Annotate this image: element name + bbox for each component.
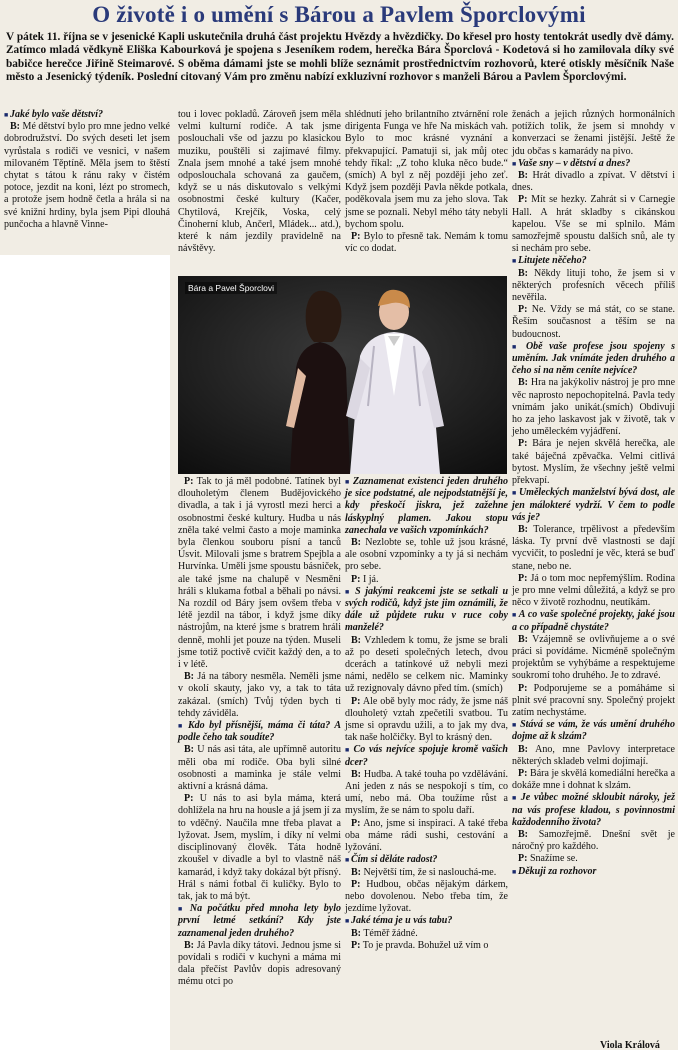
answer: P: Snažíme se. <box>518 853 578 865</box>
column-3 <box>345 109 508 255</box>
question: ■ Vaše sny – v dětství a dnes? <box>512 158 675 170</box>
question: ■ A co vaše společné projekty, jaké jsou a co případně chystáte? <box>512 609 675 633</box>
question: ■ Kdo byl přísnější, máma či táta? A podle čeho tak soudíte? <box>178 720 341 744</box>
answer: P: I já. <box>351 573 379 585</box>
answer: P: Hudbou, občas nějakým dárkem, nebo dovolenou. Nebo třeba tím, že jezdíme lyžovat. <box>345 878 508 915</box>
answer: P: Ne. Vždy se má stát, co se stane. Řeším současnost a těším se na budoucnost. <box>512 304 676 340</box>
question: ■ Jaké bylo vaše dětství? <box>4 109 170 121</box>
question: ■ Jaké téma je u vás tabu? <box>345 915 508 927</box>
column-3-lower <box>345 476 508 952</box>
article-lead: V pátek 11. října se v jesenické Kapli uskutečnila druhá část projektu Hvězdy a hvězdičky. Do křesel pro hosty tentokrát usedly dvě dámy. Zatímco mladá vědkyně Eliška Kabourková je spojena s Jeseníkem rodem, herečka Bára Šporclová - Kodetová si ho zamilovala díky své babičce herečce Jiřině Steimarové. S oběma dámami jste se mohli blíže seznámit prostřednictvím rozhovorů, které otiskly měsíčník Naše město a Jesenický týdeník. Poslední citovaný Vám pro změnu nabízí exkluzivní rozhovor s manželi Bárou a Pavlem Šporclovými. <box>6 31 674 84</box>
column-2 <box>178 109 341 255</box>
answer: B: Samozřejmě. Dnešní svět je náročný pro každého. <box>512 828 675 853</box>
answer: P: Podporujeme se a pomáháme si plnit své pracovní sny. Společný projekt zatím nechystáme. <box>512 682 676 718</box>
question: ■ Zaznamenat existenci jeden druhého je sice podstatné, ale nejpodstatnější je, kdy přeskočí jiskra, jež zažehne láskyplný plamen. Jakou stopu zanechala ve vašich vzpomínkách? <box>345 476 508 537</box>
answer: B: Já na tábory nesměla. Neměli jsme v okolí skauty, jako vy, a tak to táta zakázal. (smích) Tvůj týden bych ti tehdy záviděla. <box>178 671 342 719</box>
column-1 <box>4 109 170 231</box>
answer: B: Mé dětství bylo pro mne jedno velké dobrodružství. Do svých deseti let jsem vyrůstala s rodiči ve vesnici, v našem milovaném Těptíně. Měla jsem to štěstí chytat s tátou k ránu raky v čistém potoce, jezdit na koni, lézt po stromech, a protože jsem hodně četla a hrála si na své knižní hrdiny, byla jsem Pipi dlouhá punčocha a hlavně Vinne- <box>4 121 170 230</box>
answer: P: To je pravda. Bohužel už vím o <box>351 939 489 951</box>
answer: P: U nás to asi byla máma, která dohlížela na hru na housle a já jsem jí za to vděčný. Naučila mne třeba plavat a lyžovat. Jsem, myslím, i díky ní velmi disciplinovaný člověk. Táta hodně zkoušel v divadle a byl to vlastně náš kamarád, i když taky dokázal být přísný. Hrál s námi fotbal či kuličky. Bylo to tak, jak to má být. <box>178 793 341 902</box>
answer: P: Ale obě byly moc rády, že jsme náš dlouholetý vztah zpečetili svatbou. Tu jsme si opravdu užili, a to jak my dva, tak naše holčičky. Byl to krásný den. <box>345 695 508 744</box>
answer: P: Ano, jsme si inspirací. A také třeba oba máme rádi sushi, cestování a lyžování. <box>345 817 508 854</box>
column-4 <box>512 109 675 878</box>
answer: B: Hudba. A také touha po vzdělávání. Ani jeden z nás se nespokojí s tím, co umí, nebo má. Oba toužíme růst a myslím, že se nám to spolu daří. <box>345 768 508 817</box>
answer-continued: ženách a jejich různých hormonálních potížích tolik, že jsem si mnohdy v konverzaci se ženami jistější. Ještě že jdu občas s kamarády na pivo. <box>512 109 675 157</box>
question: ■ Je vůbec možné skloubit nároky, jež na vás profese kladou, s povinnostmi každodenního života? <box>512 792 675 829</box>
couple-illustration <box>178 276 507 474</box>
answer: B: Tolerance, trpělivost a především láska. Ty první dvě vlastnosti se dají vycvičit, to poslední je věc, která se buď stane, nebo ne. <box>512 523 675 572</box>
answer: B: Vzhledem k tomu, že jsme se brali až po deseti společných letech, dvou dcerách a tatínkové už nebyli mezi námi, nedělo se celkem nic. Maminky už rezignovaly dávno před tím. (smích) <box>345 634 508 695</box>
answer: B: Já Pavla díky tátovi. Jednou jsme si povídali s rodiči v kuchyni a máma mi dala přečíst Pavlův dopis adresovaný mému otci po <box>178 939 341 988</box>
question: ■ Stává se vám, že vás umění druhého dojme až k slzám? <box>512 719 675 743</box>
question: ■ Obě vaše profese jsou spojeny s uměním. Jak vnímáte jeden druhého a čeho si na něm ceníte nejvíce? <box>512 341 675 378</box>
answer: B: Největší tím, že si naslouchá-me. <box>351 866 497 878</box>
answer: P: Já o tom moc nepřemýšlím. Rodina je pro mne velmi důležitá, a když se pro něco v životě rozhodnu, neutíkám. <box>512 572 676 609</box>
photo-caption: Bára a Pavel Šporclovi <box>185 282 277 294</box>
answer-continued: shlédnutí jeho brilantního ztvárnění role dirigenta Funga ve hře Na miskách vah. Bylo to moc krásné vyznání a překvapující. Pamatuji si, jak můj otec tehdy říkal: „Z toho kluka něco bude.“ (smích) A byl z něj později jeho zeť. Když jsem později Pavla někde potkala, poděkovala jsem mu za jeho slova. Tak jsme se poznali. Nebyl mého táty nebyli bychom spolu. <box>345 109 508 230</box>
answer: B: Téměř žádné. <box>351 927 418 939</box>
question: ■ Na počátku před mnoha lety bylo první letmé setkání? Kdy jste zaznamenal jeden druhého? <box>178 903 341 940</box>
answer: B: Vzájemně se ovlivňujeme a o své práci si povídáme. Nicméně společným projektům se vyhýbáme a respektujeme soukromí toho druhého. Je to zdravé. <box>512 633 675 682</box>
answer: B: Ano, mne Pavlovy interpretace některých skladeb velmi dojímají. <box>512 743 675 767</box>
answer: P: Bára je nejen skvělá herečka, ale také báječná zpěvačka. Velmi citlivá bytost. Myslím, že všechny ještě velmi překvapí. <box>512 438 675 487</box>
question: ■ Čím si děláte radost? <box>345 854 508 866</box>
question: ■ Co vás nejvíce spojuje kromě vašich dcer? <box>345 744 508 768</box>
question: ■ S jakými reakcemi jste se setkali u svých rodičů, když jste jim oznámili, že dále už půjdete ruku v ruce coby manželé? <box>345 586 508 635</box>
answer: P: Bára je skvělá komediální herečka a dokáže mne i dohnat k slzám. <box>512 767 676 792</box>
answer: B: Nezlobte se, tohle už jsou krásné, ale osobní vzpomínky a ty já si nechám pro sebe. <box>345 537 508 573</box>
article-title: O životě i o umění s Bárou a Pavlem Šporclovými <box>92 2 586 27</box>
column-2-lower <box>178 476 341 989</box>
answer: P: Tak to já měl podobné. Tatínek byl dlouholetým členem Budějovického divadla, a tak i já vyrostl mezi herci a osobnostmi české kultury. Hudba u nás zněla také velmi často a moje maminka byla členkou souboru písní a tanců Úsvit. Milovali jsme s bratrem Spejbla a Hurvínka. Uměli jsme spoustu básniček, ale také jsme na chalupě v Nesměni hráli s klukama fotbal a běhali po návsi. Na rozdíl od Báry jsem ovšem třeba v létě jezdil na tábor, i když jsme díky nástrojům, na které jsme s bratrem hráli denně, mohli jet pouze na týden. Museli jsme totiž poctivě cvičit každý den, a to i v létě. <box>178 476 342 671</box>
couple-photo <box>178 276 507 474</box>
question: ■ Litujete něčeho? <box>512 255 675 267</box>
answer-continued: tou i lovec pokladů. Zároveň jsem měla velmi kulturní rodiče. A tak jsme poslouchali vše od jazzu po klasickou muziku, pouštěli si zajímavé filmy. Znala jsem mnohé a také jsem mnohé odposlouchala schovaná za gaučem, když se u nás diskutovalo s velkými osobnostmi české kultury (Kačer, Chytilová, Krejčík, Voska, celý Činoherní klub, Ančerl, Mládek... atd.), které k nám jezdily pravidelně na návštěvy. <box>178 109 341 255</box>
answer: B: U nás asi táta, ale upřímně autoritu měli oba mí rodiče. Oba byli silné osobnosti a maminka je stále velmi aktivní a krásná dáma. <box>178 744 341 793</box>
byline: Viola Králová <box>600 1040 660 1051</box>
answer: B: Někdy lituji toho, že jsem si v některých profesních věcech příliš nevěřila. <box>512 267 676 304</box>
answer: P: Bylo to přesně tak. Nemám k tomu víc co dodat. <box>345 231 508 255</box>
answer: P: Mít se hezky. Zahrát si v Carnegie Hall. A hrát skladby s cikánskou kapelou. Vše se mi splnilo. Mám samozřejmě spoustu dalších snů, ale ty si nechám pro sebe. <box>512 194 676 255</box>
question: ■ Uměleckých manželství bývá dost, ale jen málokteré vydrží. V čem to podle vás je? <box>512 487 675 524</box>
question: ■ Děkuji za rozhovor <box>512 866 675 878</box>
answer: B: Hrát divadlo a zpívat. V dětství i dnes. <box>512 170 675 194</box>
answer: B: Hra na jakýkoliv nástroj je pro mne věc naprosto nepochopitelná. Pavla tedy vnímám jako unikát.(smích) Obdivuji ho za jeho laskavost jak v životě, tak v jeho uměleckém vyjádření. <box>512 377 676 438</box>
